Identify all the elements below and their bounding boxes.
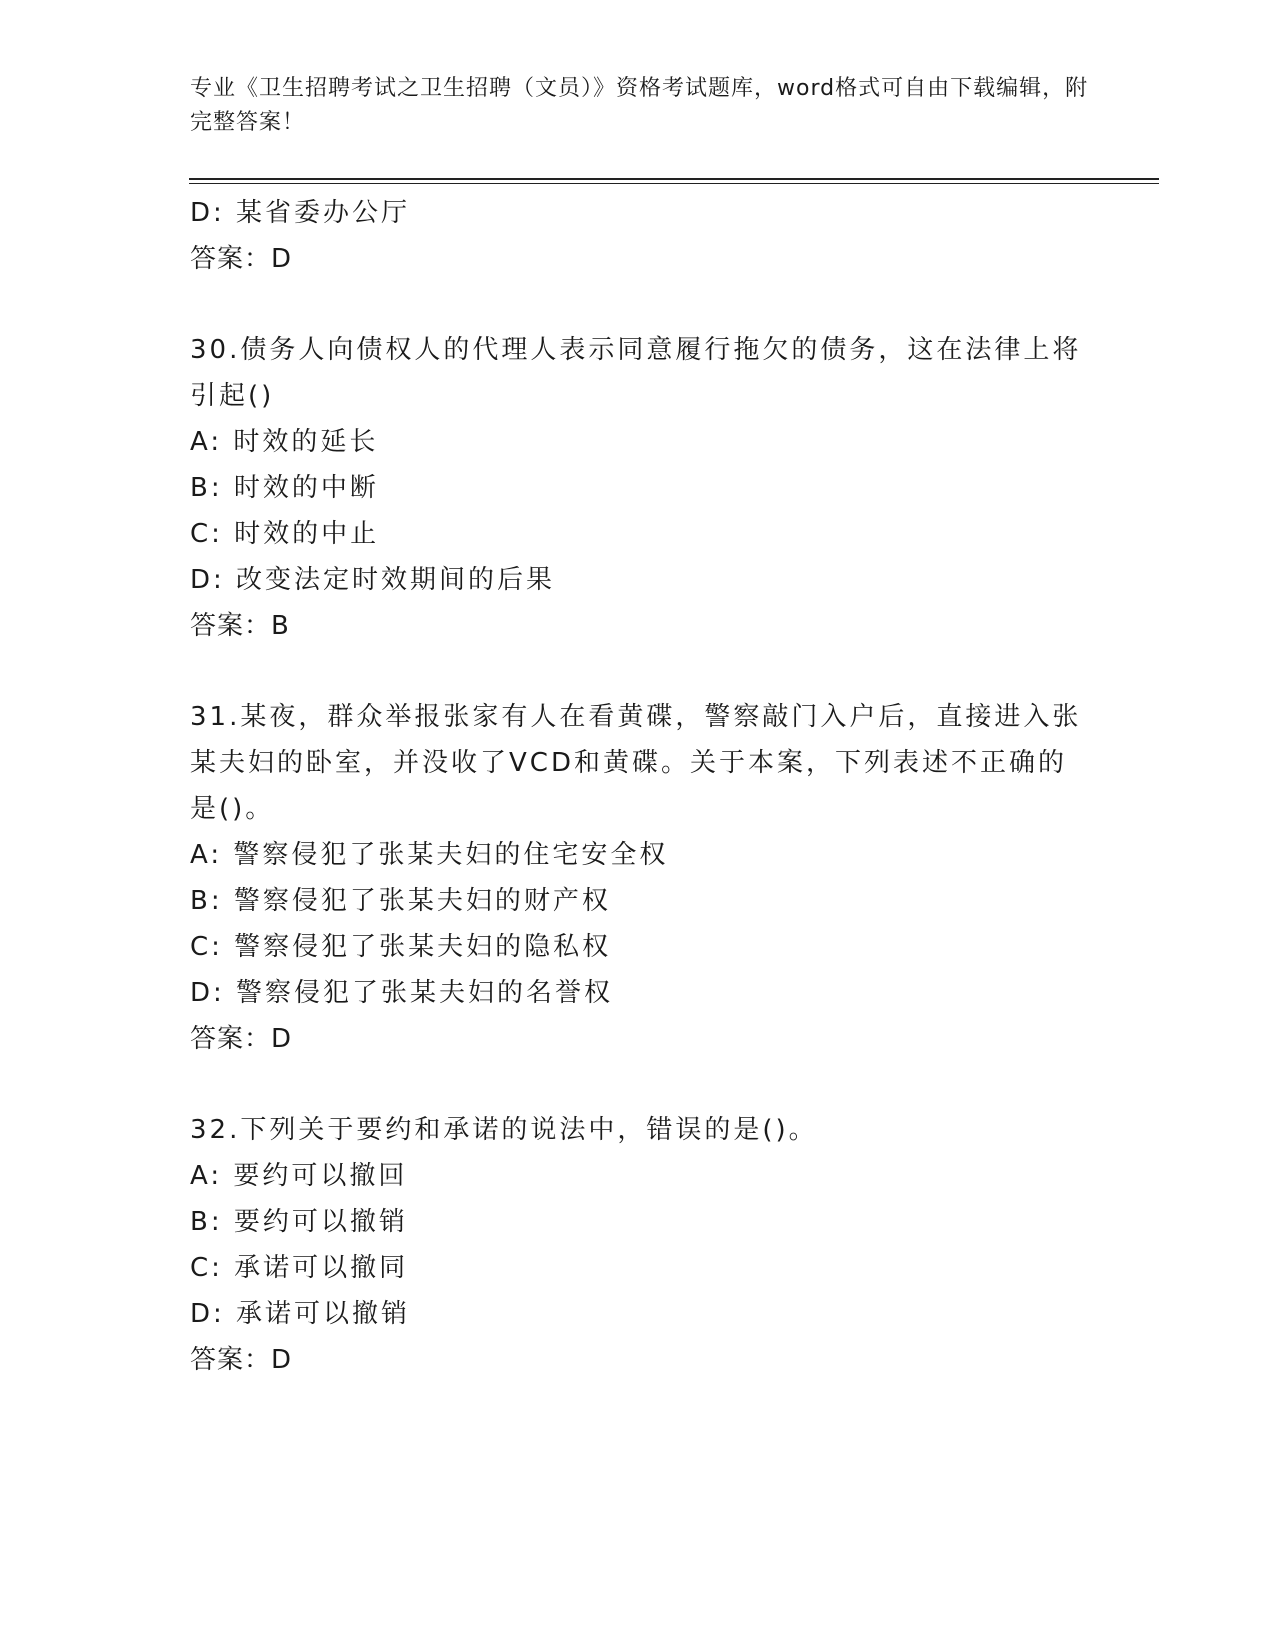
previous-answer: 答案：D: [190, 244, 293, 274]
question-30: [190, 327, 1090, 649]
option-b: B: 警察侵犯了张某夫妇的财产权: [190, 886, 611, 916]
answer: 答案：D: [190, 1024, 293, 1054]
question-stem: 32.下列关于要约和承诺的说法中，错误的是()。: [190, 1115, 818, 1145]
question-stem: 30.债务人向债权人的代理人表示同意履行拖欠的债务，这在法律上将引起(): [190, 335, 1082, 411]
option-b: B: 时效的中断: [190, 473, 379, 503]
option-c: C: 警察侵犯了张某夫妇的隐私权: [190, 932, 612, 962]
option-c: C: 承诺可以撤同: [190, 1253, 409, 1283]
option-c: C: 时效的中止: [190, 519, 380, 549]
previous-option-d: D: 某省委办公厅: [190, 198, 411, 228]
option-b: B: 要约可以撤销: [190, 1207, 408, 1237]
option-a: A: 时效的延长: [190, 427, 379, 457]
question-content: [190, 190, 1090, 1383]
option-d: D: 承诺可以撤销: [190, 1299, 411, 1329]
question-stem: 31.某夜，群众举报张家有人在看黄碟，警察敲门入户后，直接进入张某夫妇的卧室，并没收了VCD和黄碟。关于本案，下列表述不正确的是()。: [190, 702, 1082, 824]
document-header: 专业《卫生招聘考试之卫生招聘（文员）》资格考试题库，word格式可自由下载编辑，附完整答案！: [190, 76, 1089, 135]
option-d: D: 警察侵犯了张某夫妇的名誉权: [190, 978, 614, 1008]
question-31: [190, 694, 1090, 1062]
option-d: D: 改变法定时效期间的后果: [190, 565, 556, 595]
answer: 答案：D: [190, 1345, 293, 1375]
option-a: A: 要约可以撤回: [190, 1161, 408, 1191]
question-32: [190, 1107, 1090, 1383]
option-a: A: 警察侵犯了张某夫妇的住宅安全权: [190, 840, 669, 870]
header-divider: [189, 178, 1159, 180]
answer: 答案：B: [190, 611, 290, 641]
header-divider-thin: [189, 183, 1159, 184]
